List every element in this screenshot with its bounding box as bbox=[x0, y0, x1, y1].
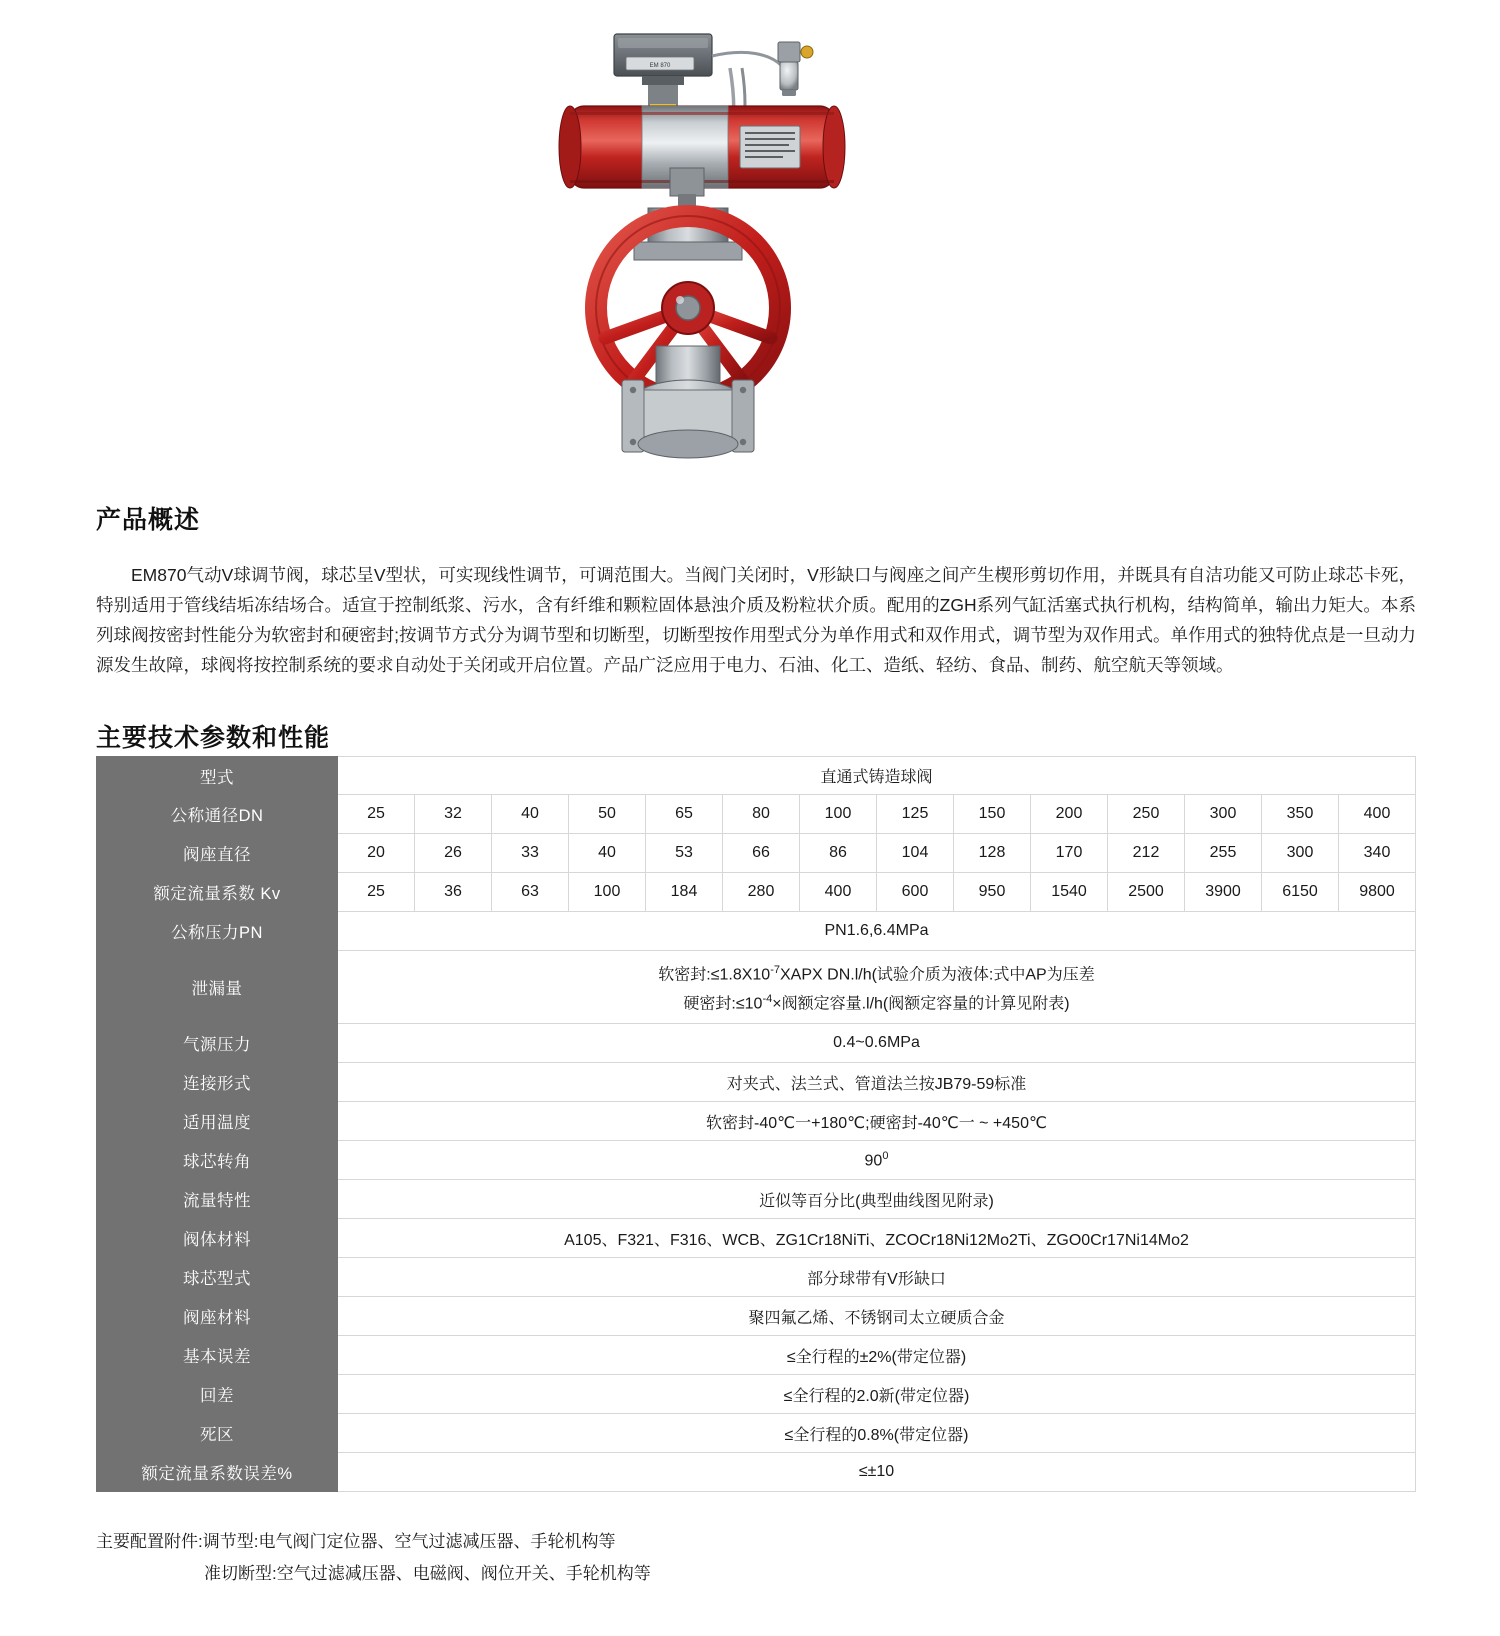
seat-diameter-cell: 340 bbox=[1339, 834, 1416, 873]
dn-cell: 50 bbox=[569, 795, 646, 834]
row-label-type: 型式 bbox=[97, 757, 338, 795]
row-label-seat-diameter: 阀座直径 bbox=[97, 834, 338, 873]
row-label-seat-material: 阀座材料 bbox=[97, 1297, 338, 1336]
seat-diameter-cell: 255 bbox=[1185, 834, 1262, 873]
product-overview-paragraph: EM870气动V球调节阀，球芯呈V型状，可实现线性调节，可调范围大。当阀门关闭时，V形缺口与阀座之间产生楔形剪切作用，并既具有自洁功能又可防止球芯卡死，特别适用于管线结垢冻结场合。适宣于控制纸浆、污水，含有纤维和颗粒固体悬浊介质及粉粒状介质。配用的ZGH系列气缸活塞式执行机构，结构简单，输出力矩大。本系列球阀按密封性能分为软密封和硬密封;按调节方式分为调节型和切断型，切断型按作用型式分为单作用式和双作用式，调节型为双作用式。单作用式的独特优点是一旦动力源发生故障，球阀将按控制系统的要求自动处于关闭或开启位置。产品广泛应用于电力、石油、化工、造纸、轻纺、食品、制药、航空航天等领域。 bbox=[96, 564, 1416, 675]
row-label-dead-band: 死区 bbox=[97, 1414, 338, 1453]
table-row bbox=[97, 1102, 1416, 1141]
kv-cell: 400 bbox=[800, 873, 877, 912]
accessory-notes bbox=[96, 1526, 1416, 1590]
table-row bbox=[97, 1258, 1416, 1297]
leakage-hard-seal-line bbox=[338, 987, 1415, 1016]
valve-product-image bbox=[530, 8, 970, 488]
row-value-ball-type: 部分球带有V形缺口 bbox=[338, 1258, 1416, 1297]
kv-cell: 36 bbox=[415, 873, 492, 912]
seat-diameter-cell: 53 bbox=[646, 834, 723, 873]
row-label-temperature: 适用温度 bbox=[97, 1102, 338, 1141]
seat-diameter-cell: 20 bbox=[338, 834, 415, 873]
leakage-hard-post: ×阀额定容量.l/h(阀额定容量的计算见附表) bbox=[772, 995, 1070, 1013]
row-label-flow-characteristic: 流量特性 bbox=[97, 1180, 338, 1219]
row-label-kv: 额定流量系数 Kv bbox=[97, 873, 338, 912]
product-overview-heading: 产品概述 bbox=[96, 506, 201, 534]
kv-cell: 25 bbox=[338, 873, 415, 912]
row-label-pn: 公称压力PN bbox=[97, 912, 338, 951]
table-row bbox=[97, 1024, 1416, 1063]
table-row bbox=[97, 873, 1416, 912]
dn-cell: 400 bbox=[1339, 795, 1416, 834]
dn-cell: 250 bbox=[1108, 795, 1185, 834]
table-row bbox=[97, 1180, 1416, 1219]
row-label-dn: 公称通径DN bbox=[97, 795, 338, 834]
kv-cell: 950 bbox=[954, 873, 1031, 912]
table-row bbox=[97, 912, 1416, 951]
kv-cell: 3900 bbox=[1185, 873, 1262, 912]
svg-text:EM 870: EM 870 bbox=[649, 63, 671, 69]
rotation-degree-symbol: 0 bbox=[882, 1149, 889, 1162]
table-row bbox=[97, 1414, 1416, 1453]
row-label-kv-error: 额定流量系数误差% bbox=[97, 1453, 338, 1492]
row-value-seat-material: 聚四氟乙烯、不锈钢司太立硬质合金 bbox=[338, 1297, 1416, 1336]
leakage-soft-exponent: -7 bbox=[770, 963, 780, 976]
row-value-dead-band: ≤全行程的0.8%(带定位器) bbox=[338, 1414, 1416, 1453]
dn-cell: 300 bbox=[1185, 795, 1262, 834]
specifications-heading: 主要技术参数和性能 bbox=[96, 724, 331, 752]
leakage-soft-pre: 软密封:≤1.8X10 bbox=[658, 966, 771, 983]
valve-pneumatic-actuator bbox=[559, 106, 845, 210]
row-label-connection: 连接形式 bbox=[97, 1063, 338, 1102]
specifications-table bbox=[96, 756, 1416, 1492]
table-row bbox=[97, 1453, 1416, 1492]
seat-diameter-cell: 170 bbox=[1031, 834, 1108, 873]
valve-air-filter-regulator bbox=[778, 42, 813, 96]
seat-diameter-cell: 66 bbox=[723, 834, 800, 873]
row-value-temperature: 软密封-40℃一+180℃;硬密封-40℃一 ~ +450℃ bbox=[338, 1102, 1416, 1141]
row-value-leakage bbox=[338, 951, 1416, 1024]
row-value-pn: PN1.6,6.4MPa bbox=[338, 912, 1416, 951]
table-row bbox=[97, 795, 1416, 834]
row-label-air-supply: 气源压力 bbox=[97, 1024, 338, 1063]
row-value-rotation bbox=[338, 1141, 1416, 1180]
row-value-type: 直通式铸造球阀 bbox=[338, 757, 1416, 795]
seat-diameter-cell: 26 bbox=[415, 834, 492, 873]
seat-diameter-cell: 128 bbox=[954, 834, 1031, 873]
row-value-air-supply: 0.4~0.6MPa bbox=[338, 1024, 1416, 1063]
kv-cell: 184 bbox=[646, 873, 723, 912]
leakage-soft-post: XAPX DN.l/h(试验介质为液体:式中AP为压差 bbox=[780, 966, 1095, 983]
row-value-hysteresis: ≤全行程的2.0新(带定位器) bbox=[338, 1375, 1416, 1414]
row-label-leakage: 泄漏量 bbox=[97, 951, 338, 1024]
dn-cell: 32 bbox=[415, 795, 492, 834]
table-row bbox=[97, 951, 1416, 1024]
kv-cell: 2500 bbox=[1108, 873, 1185, 912]
dn-cell: 200 bbox=[1031, 795, 1108, 834]
leakage-hard-exponent: -4 bbox=[762, 993, 773, 1005]
accessory-note-regulating: 主要配置附件:调节型:电气阀门定位器、空气过滤减压器、手轮机构等 bbox=[96, 1532, 616, 1551]
table-row bbox=[97, 1297, 1416, 1336]
row-value-basic-error: ≤全行程的±2%(带定位器) bbox=[338, 1336, 1416, 1375]
kv-cell: 63 bbox=[492, 873, 569, 912]
table-row bbox=[97, 1336, 1416, 1375]
row-value-connection: 对夹式、法兰式、管道法兰按JB79-59标准 bbox=[338, 1063, 1416, 1102]
seat-diameter-cell: 40 bbox=[569, 834, 646, 873]
table-row bbox=[97, 1219, 1416, 1258]
seat-diameter-cell: 104 bbox=[877, 834, 954, 873]
row-label-basic-error: 基本误差 bbox=[97, 1336, 338, 1375]
specifications-table-container bbox=[96, 756, 1416, 1492]
row-label-hysteresis: 回差 bbox=[97, 1375, 338, 1414]
kv-cell: 600 bbox=[877, 873, 954, 912]
dn-cell: 125 bbox=[877, 795, 954, 834]
valve-positioner-box bbox=[614, 34, 712, 111]
table-row bbox=[97, 757, 1416, 795]
dn-cell: 350 bbox=[1262, 795, 1339, 834]
table-row bbox=[97, 1375, 1416, 1414]
row-value-flow-characteristic: 近似等百分比(典型曲线图见附录) bbox=[338, 1180, 1416, 1219]
dn-cell: 100 bbox=[800, 795, 877, 834]
kv-cell: 100 bbox=[569, 873, 646, 912]
kv-cell: 9800 bbox=[1339, 873, 1416, 912]
seat-diameter-cell: 86 bbox=[800, 834, 877, 873]
dn-cell: 80 bbox=[723, 795, 800, 834]
dn-cell: 25 bbox=[338, 795, 415, 834]
rotation-degrees: 90 bbox=[864, 1152, 883, 1170]
seat-diameter-cell: 212 bbox=[1108, 834, 1185, 873]
row-value-body-material: A105、F321、F316、WCB、ZG1Cr18NiTi、ZCOCr18Ni12Mo2Ti、ZGO0Cr17Ni14Mo2 bbox=[338, 1219, 1416, 1258]
product-image-area bbox=[0, 0, 1500, 492]
kv-cell: 280 bbox=[723, 873, 800, 912]
leakage-hard-pre: 硬密封:≤10 bbox=[683, 995, 763, 1013]
seat-diameter-cell: 33 bbox=[492, 834, 569, 873]
accessory-note-shutoff: 准切断型:空气过滤减压器、电磁阀、阀位开关、手轮机构等 bbox=[204, 1564, 651, 1583]
kv-cell: 6150 bbox=[1262, 873, 1339, 912]
table-row bbox=[97, 834, 1416, 873]
dn-cell: 65 bbox=[646, 795, 723, 834]
dn-cell: 40 bbox=[492, 795, 569, 834]
row-label-rotation: 球芯转角 bbox=[97, 1141, 338, 1180]
row-value-kv-error: ≤±10 bbox=[338, 1453, 1416, 1492]
dn-cell: 150 bbox=[954, 795, 1031, 834]
leakage-soft-seal-line bbox=[338, 958, 1415, 987]
kv-cell: 1540 bbox=[1031, 873, 1108, 912]
seat-diameter-cell: 300 bbox=[1262, 834, 1339, 873]
table-row bbox=[97, 1141, 1416, 1180]
table-row bbox=[97, 1063, 1416, 1102]
row-label-ball-type: 球芯型式 bbox=[97, 1258, 338, 1297]
row-label-body-material: 阀体材料 bbox=[97, 1219, 338, 1258]
